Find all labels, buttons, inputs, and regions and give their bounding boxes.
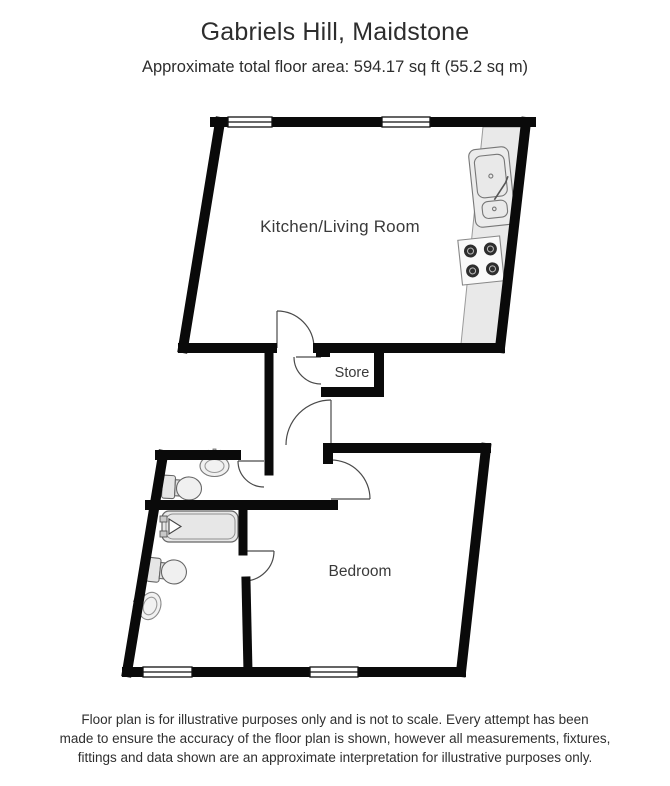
bathtub-icon <box>160 511 238 542</box>
door-hall <box>286 400 331 445</box>
hob-icon <box>458 236 504 285</box>
disclaimer-line-2: made to ensure the accuracy of the floor plan is shown, however all measurements, fixtures, <box>59 731 611 747</box>
toilet-upper-icon <box>161 475 202 501</box>
room-label-kitchen-living: Kitchen/Living Room <box>260 217 420 236</box>
disclaimer-text <box>35 710 635 767</box>
room-label-store: Store <box>334 365 370 381</box>
door-post <box>316 343 330 357</box>
toilet-lower-icon <box>146 557 188 585</box>
walls <box>127 122 531 672</box>
window-bath-bottom <box>143 667 192 677</box>
room-label-bedroom: Bedroom <box>328 563 392 580</box>
door-bedroom <box>331 460 370 499</box>
door-store <box>294 357 321 384</box>
page-title: Gabriels Hill, Maidstone <box>200 18 470 46</box>
window-bedroom-bottom <box>310 667 358 677</box>
disclaimer-line-3: fittings and data shown are an approximate interpretation for illustrative purposes only. <box>77 750 593 766</box>
windows <box>143 117 430 677</box>
door-wc <box>238 461 264 487</box>
disclaimer-line-1: Floor plan is for illustrative purposes only and is not to scale. Every attempt has been <box>81 712 589 727</box>
door-kitchen <box>277 311 314 348</box>
floor-area-subtitle: Approximate total floor area: 594.17 sq ft (55.2 sq m) <box>141 58 529 76</box>
kitchen-sink-icon <box>468 146 516 228</box>
window-kitchen-right <box>382 117 430 127</box>
window-kitchen-left <box>228 117 272 127</box>
